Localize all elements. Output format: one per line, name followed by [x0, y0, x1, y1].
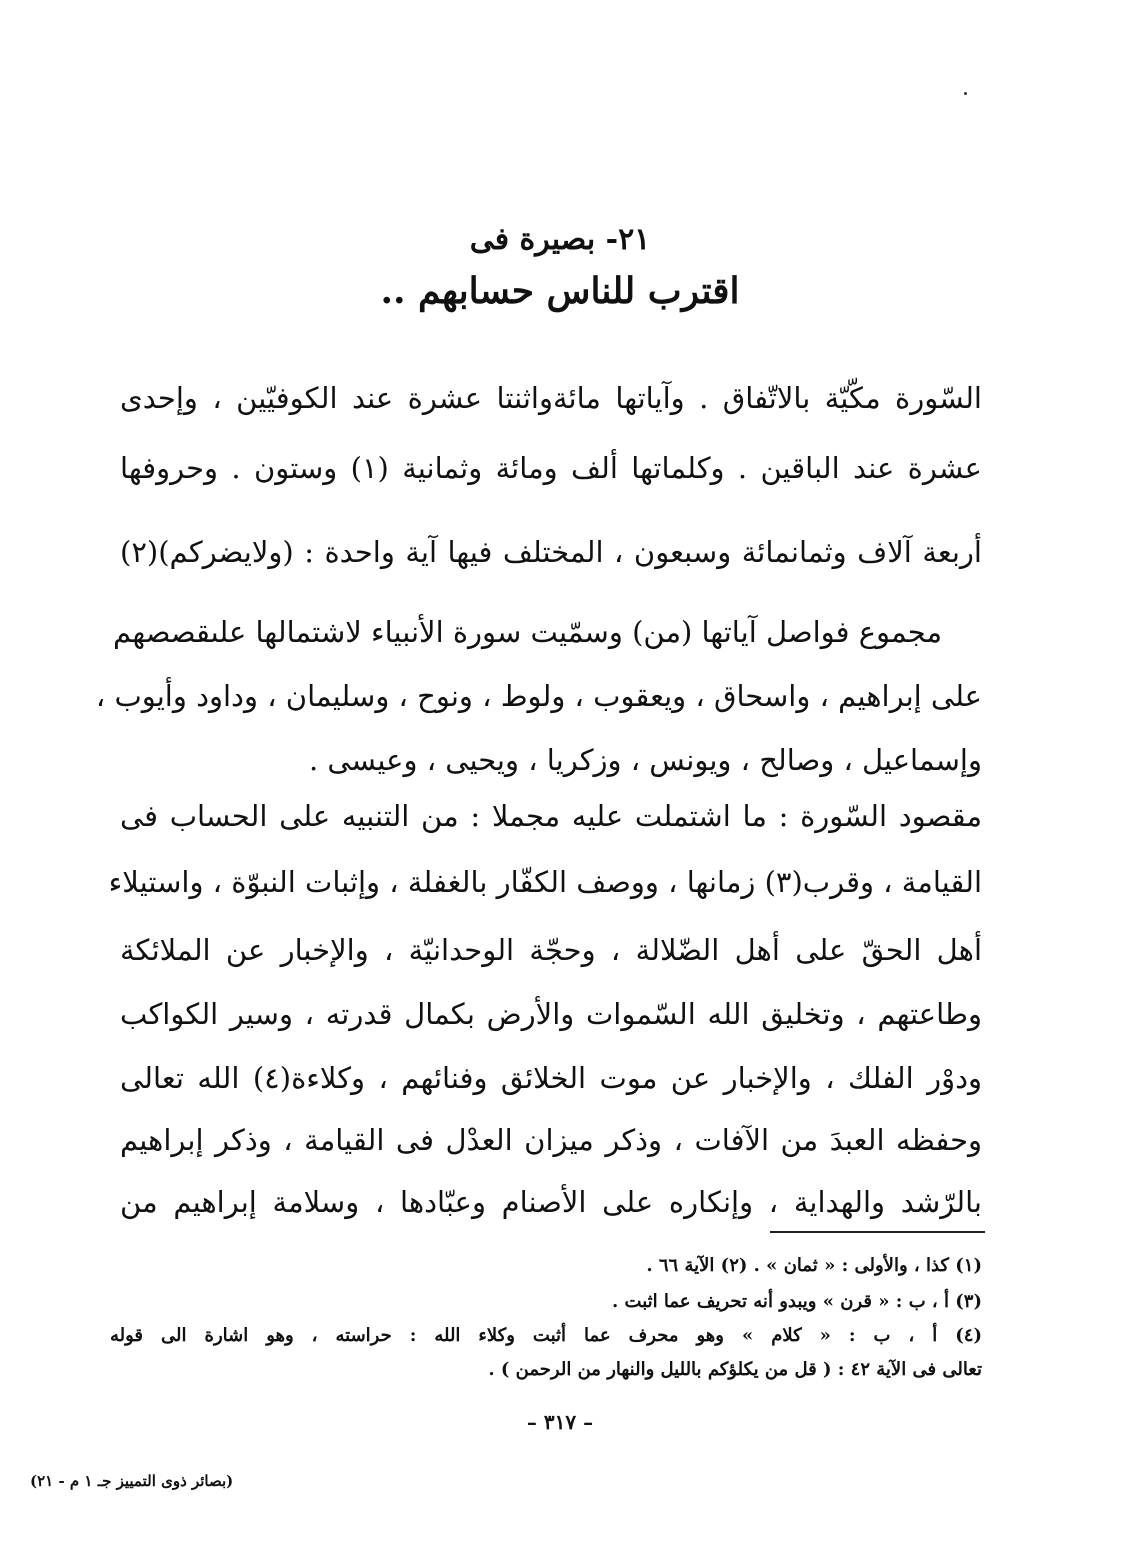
body-line: ودوْر الفلك ، والإخبار عن موت الخلائق وفنائهم ، وكلاءة(٤) الله تعالى: [120, 1061, 983, 1095]
printer-signature: (بصائر ذوى التمييز جـ ١ م - ٢١): [30, 1472, 234, 1490]
body-line: السّورة مكّيّة بالاتّفاق . وآياتها مائةواثنتا عشرة عند الكوفيّين ، وإحدى: [120, 381, 982, 415]
body-line: القيامة ، وقرب(٣) زمانها ، ووصف الكفّار بالغفلة ، وإثبات النبوّة ، واستيلاء: [108, 865, 982, 899]
body-line: وإسماعيل ، وصالح ، ويونس ، وزكريا ، ويحيى ، وعيسى .: [308, 743, 982, 777]
footnote: (٣) أ ، ب : « قرن » ويبدو أنه تحريف عما اثبت .: [612, 1291, 982, 1312]
footnote: (٤) أ ، ب : « كلام » وهو محرف عما أثبت وكلاء الله : حراسته ، وهو اشارة الى قوله: [110, 1325, 982, 1346]
body-line: مجموع فواصل آياتها (من) وسمّيت سورة الأنبياء لاشتمالها علىقصصهم: [113, 615, 942, 649]
footnote: تعالى فى الآية ٤٢ : ( قل من يكلؤكم بالليل والنهار من الرحمن ) .: [488, 1359, 982, 1380]
scan-speck: [964, 92, 967, 95]
footnote-separator: [770, 1231, 985, 1233]
body-line: أربعة آلاف وثمانمائة وسبعون ، المختلف فيها آية واحدة : (ولايضركم)(٢): [120, 535, 982, 569]
page-number: – ٣١٧ –: [526, 1410, 594, 1434]
chapter-number-heading: ٢١- بصيرة فى: [469, 222, 651, 257]
chapter-title-heading: اقترب للناس حسابهم ..: [380, 270, 740, 312]
body-line: على إبراهيم ، واسحاق ، ويعقوب ، ولوط ، ونوح ، وسليمان ، وداود وأيوب ،: [95, 679, 982, 713]
body-line: بالرّشد والهداية ، وإنكاره على الأصنام وعبّادها ، وسلامة إبراهيم من: [120, 1185, 982, 1219]
body-line: وطاعتهم ، وتخليق الله السّموات والأرض بكمال قدرته ، وسير الكواكب: [120, 997, 982, 1031]
body-line: وحفظه العبدَ من الآفات ، وذكر ميزان العدْل فى القيامة ، وذكر إبراهيم: [120, 1123, 982, 1157]
body-line: مقصود السّورة : ما اشتملت عليه مجملا : من التنبيه على الحساب فى: [120, 799, 982, 833]
body-line: أهل الحقّ على أهل الضّلالة ، وحجّة الوحدانيّة ، والإخبار عن الملائكة: [120, 933, 982, 967]
footnote: (١) كذا ، والأولى : « ثمان » . (٢) الآية ٦٦ .: [646, 1255, 982, 1276]
body-line: عشرة عند الباقين . وكلماتها ألف ومائة وثمانية (١) وستون . وحروفها: [120, 451, 982, 485]
